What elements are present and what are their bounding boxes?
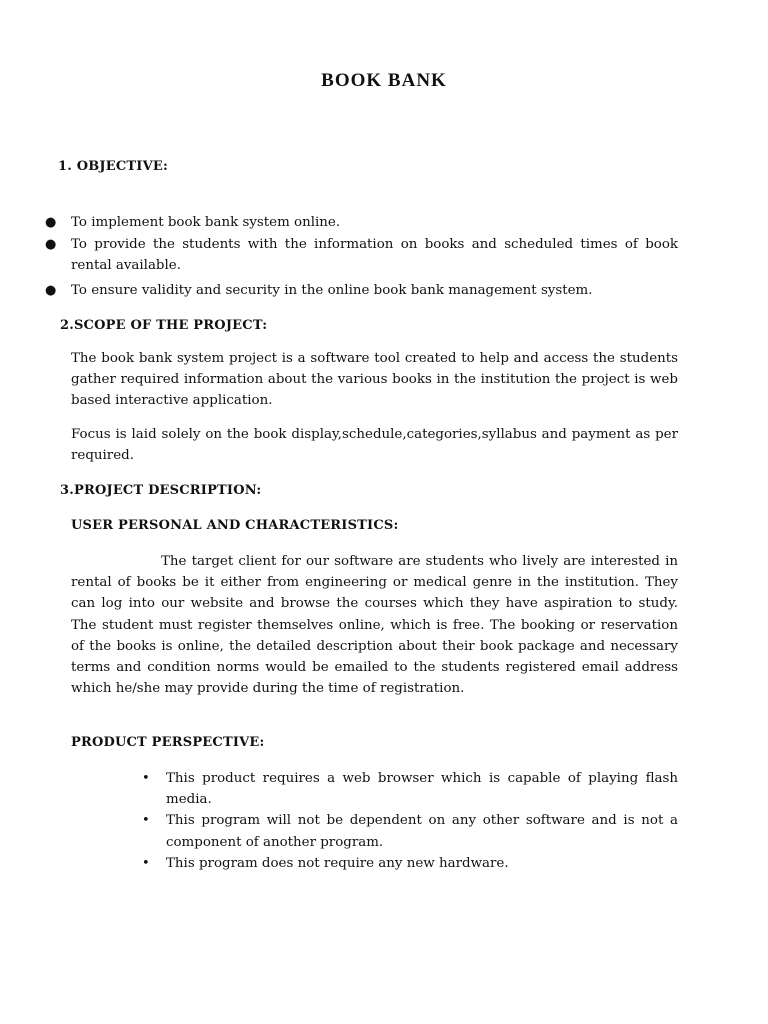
bullet-icon: • [142,771,150,786]
user-characteristics-heading: USER PERSONAL AND CHARACTERISTICS: [71,518,399,533]
bullet-icon: ● [45,215,57,230]
product-perspective-heading: PRODUCT PERSPECTIVE: [71,735,265,750]
list-item: • This program will not be dependent on any other software and is not a component of another program. [166,810,678,852]
scope-paragraph-2: Focus is laid solely on the book display,schedule,categories,syllabus and payment as per required. [71,427,678,464]
list-item: ● To provide the students with the information on books and scheduled times of book rental available. [71,234,678,276]
list-item: • This product requires a web browser which is capable of playing flash media. [166,768,678,810]
description-heading: 3.PROJECT DESCRIPTION: [60,483,262,498]
list-item: • This program does not require any new hardware. [166,853,678,874]
user-characteristics-paragraph: The target client for our software are students who lively are interested in rental of books be it either from engineering or medical genre in the institution. They can log into our website and browse the courses which they have aspiration to study. The student must register themselves online, which is free. The booking or reservation of the books is online, the detailed description about their book package and necessary terms and condition norms would be emailed to the students registered email address which he/she may provide during the time of registration. [71,554,678,697]
objective-heading: 1. OBJECTIVE: [58,159,168,174]
bullet-icon: ● [45,282,57,298]
product-perspective-list [142,768,678,874]
scope-heading: 2.SCOPE OF THE PROJECT: [60,318,268,333]
bullet-icon: • [142,813,150,829]
document-title: BOOK BANK [321,70,447,91]
scope-paragraph-1: The book bank system project is a software tool created to help and access the students gather required information about the various books in the institution the project is web based interactive application. [71,351,678,409]
bullet-icon: ● [45,237,57,253]
list-item: ● To implement book bank system online. [71,212,678,233]
list-item: ● To ensure validity and security in the online book bank management system. [71,280,678,301]
bullet-icon: • [142,855,150,871]
objective-list [45,212,678,302]
